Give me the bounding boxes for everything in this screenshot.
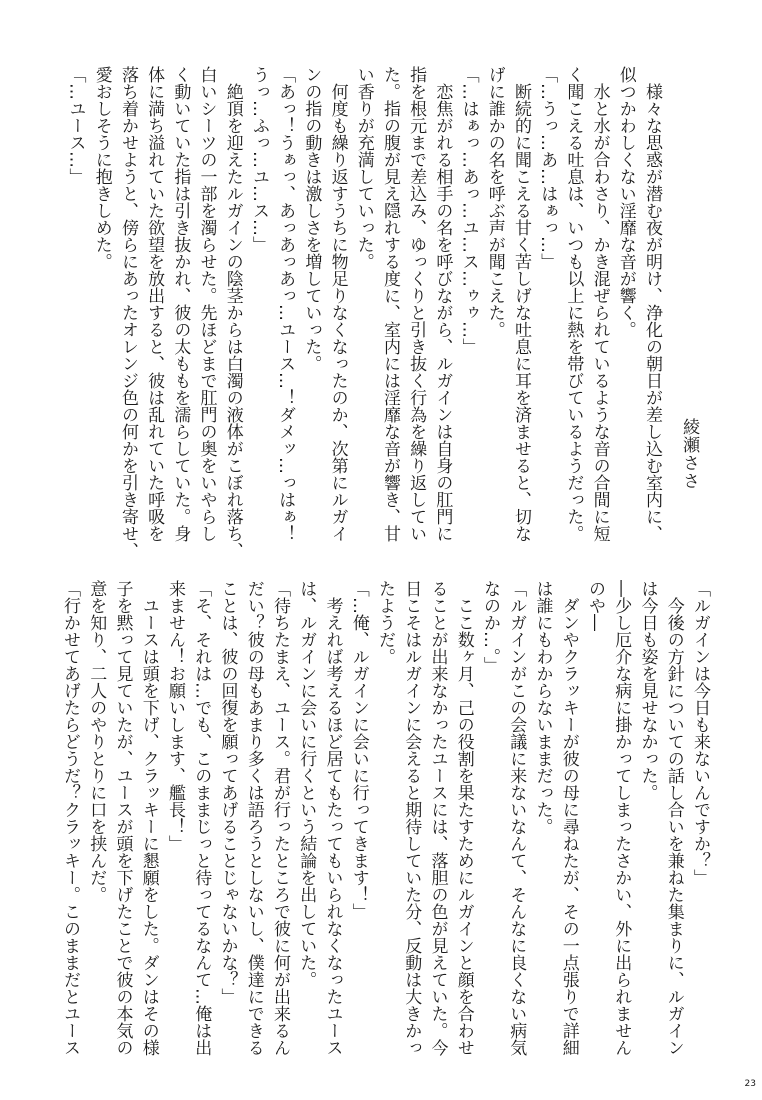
text-line: のや―: [585, 580, 605, 631]
text-line: 指を根元まで差込み、ゆっくりと引き抜く行為を繰り返してい: [406, 66, 427, 542]
text-line: 子を黙って見ていたが、ユースが頭を下げたことで彼の本気の: [112, 580, 133, 1056]
story-text-upper: [62, 66, 665, 559]
text-line: 「ルガインがこの会議に来ないなんて、そんなに良くない病気: [506, 580, 527, 1056]
text-line: ことは、彼の回復を願ってあげることじゃないかな？」: [217, 580, 238, 1005]
text-line: は今日も姿を見せなかった。: [637, 580, 658, 801]
text-line: 愛おしそうに抱きしめた。: [91, 66, 112, 270]
text-line: 「行かせてあげたらどうだ？クラッキー。このままだとユース: [60, 580, 80, 1056]
text-line: 今後の方針についての話し合いを兼ねた集まりに、ルガイン: [663, 580, 684, 1056]
text-line: 様々な思惑が潜む夜が明け、浄化の朝日が差し込む室内に、: [642, 66, 662, 542]
text-line: く動いていた指は引き抜かれ、彼の太ももを濡らしていた。身: [170, 66, 191, 542]
text-line: 「…俺、ルガインに会いに行ってきます！」: [348, 580, 369, 920]
text-line: は、ルガインに会いに行くという結論を出していた。: [296, 580, 317, 988]
text-line: 「…うっ…あ…はぁっ…」: [537, 66, 558, 270]
text-line: く聞こえる吐息は、いつも以上に熱を帯びているようだった。: [563, 66, 584, 542]
text-line: 「待ちたまえ、ユース。君が行ったところで彼に何が出来るん: [270, 580, 290, 1056]
text-line: 「…ユース…」: [65, 66, 86, 185]
text-line: い香りが充満していった。: [353, 66, 374, 270]
text-line: 絶頂を迎えたルガインの陰茎からは白濁の液体がこぼれ落ち、: [222, 66, 243, 559]
text-line: ユースは頭を下げ、クラッキーに懇願をした。ダンはその様: [138, 580, 159, 1056]
text-line: 水と水が合わさり、かき混ぜられているような音の合間に短: [589, 66, 610, 542]
text-line: ンの指の動きは激しさを増していった。: [301, 66, 322, 372]
text-line: 似つかわしくない淫靡な音が響く。: [615, 66, 636, 338]
text-line: 断続的に聞こえる甘く苦しげな吐息に耳を済ませると、切な: [510, 66, 531, 542]
text-line: 「…はぁっ…あっ…ユ…ス…ゥゥ…」: [458, 66, 479, 355]
text-line: 恋焦がれる相手の名を呼びながら、ルガインは自身の肛門に: [432, 66, 453, 542]
text-line: 体に満ち溢れていた欲望を放出すると、彼は乱れていた呼吸を: [144, 66, 165, 542]
page-number: 23: [744, 1079, 756, 1089]
text-line: たようだ。: [375, 580, 395, 665]
text-line: げに誰かの名を呼ぶ声が聞こえた。: [484, 66, 505, 338]
text-line: なのか…。」: [480, 580, 500, 674]
text-line: だい？彼の母もあまり多くは語ろうとしないし、僕達にできる: [243, 580, 264, 1056]
text-line: 白いシーツの一部を濁らせた。先ほどまで肛門の奥をいやらし: [196, 66, 217, 542]
text-line: 何度も繰り返すうちに物足りなくなったのか、次第にルガイ: [327, 66, 348, 542]
text-line: 日こそはルガインに会えると期待していた分、反動は大きかっ: [401, 580, 422, 1056]
story-text-lower: [57, 580, 713, 1056]
text-line: 「そ、それは…でも、このままじっと待ってるなんて…俺は出: [191, 580, 212, 1056]
text-line: 来ません！お願いします、艦長！」: [165, 580, 185, 852]
text-line: は誰にもわからないままだった。: [532, 580, 553, 835]
text-line: 意を知り、二人のやりとりに口を挟んだ。: [86, 580, 107, 903]
text-line: ることが出来なかったユースには、落胆の色が見えていた。今: [427, 580, 448, 1056]
text-line: うっ…ふっ…ユ…ス…」: [248, 66, 269, 253]
text-line: 「あっ！うぁっ、あっあっあっ…ユース…！ダメッ…っはぁ！: [275, 66, 296, 542]
text-line: た。指の腹が見え隠れする度に、室内には淫靡な音が響き、甘: [379, 66, 400, 542]
text-line: 考えれば考えるほど居てもたってもいられなくなったユース: [322, 580, 343, 1056]
author-name: 綾瀬ささ: [679, 418, 699, 490]
text-line: 「ルガインは今日も来ないんですか？」: [690, 580, 710, 886]
text-line: ―少し厄介な病に掛かってしまったさかい、外に出られません: [611, 580, 632, 1056]
text-line: ダンやクラッキーが彼の母に尋ねたが、その一点張りで詳細: [558, 580, 579, 1056]
text-line: 落ち着かせようと、傍らにあったオレンジ色の何かを引き寄せ、: [117, 66, 138, 559]
text-line: ここ数ヶ月、己の役割を果たすためにルガインと顔を合わせ: [453, 580, 474, 1056]
